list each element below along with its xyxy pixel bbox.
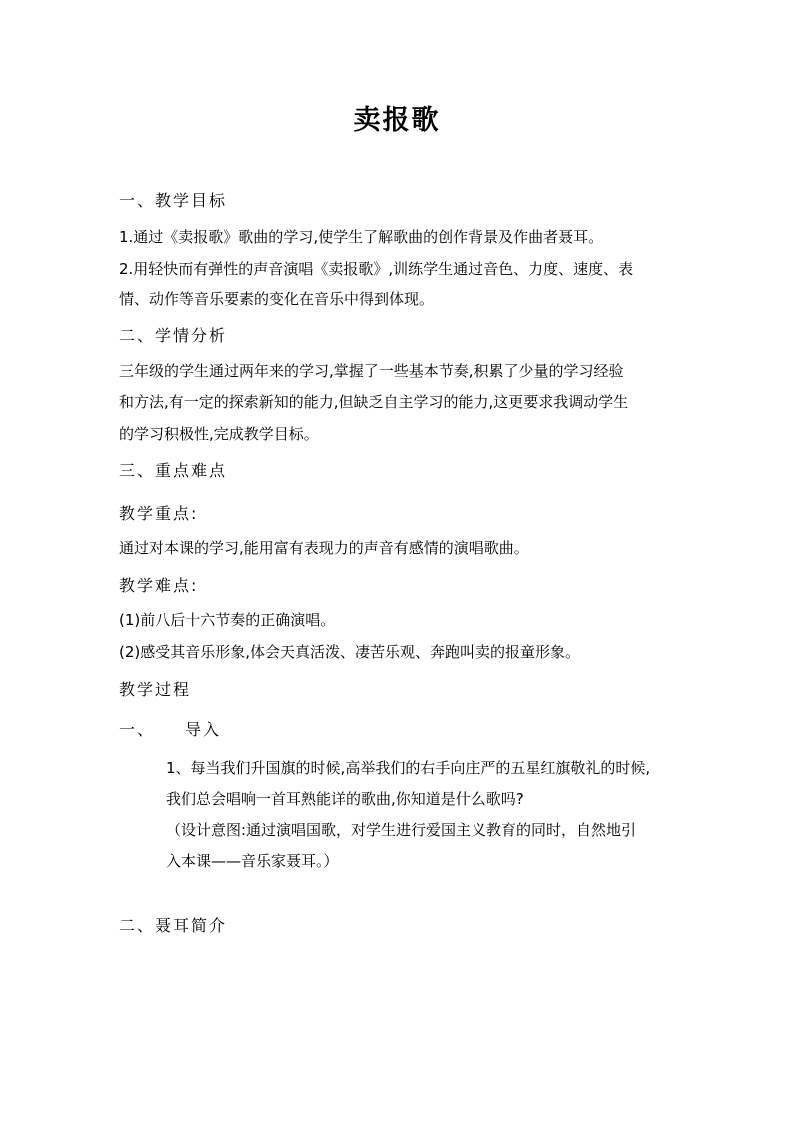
section-heading-key-points: 三、重点难点: [119, 461, 228, 480]
intro-question-line-1: 1、每当我们升国旗的时候,高举我们的右手向庄严的五星红旗敬礼的时候,: [166, 759, 651, 777]
section-heading-analysis: 二、学情分析: [119, 326, 228, 345]
analysis-paragraph-line-3: 的学习积极性,完成教学目标。: [119, 425, 319, 443]
difficulty-item-1: (1)前八后十六节奏的正确演唱。: [119, 611, 336, 629]
key-point-text: 通过对本课的学习,能用富有表现力的声音有感情的演唱歌曲。: [119, 539, 529, 557]
intro-question-line-2: 我们总会唱响一首耳熟能详的歌曲,你知道是什么歌吗?: [166, 790, 524, 808]
objective-item-2-line-2: 情、动作等音乐要素的变化在音乐中得到体现。: [119, 290, 435, 308]
process-heading: 教学过程: [119, 680, 192, 699]
difficulty-label: 教学难点:: [119, 576, 199, 595]
difficulty-item-2: (2)感受其音乐形象,体会天真活泼、凄苦乐观、奔跑叫卖的报童形象。: [119, 643, 581, 661]
section-heading-nie-er: 二、聂耳简介: [119, 916, 228, 935]
design-intent-line-1: （设计意图:通过演唱国歌，对学生进行爱国主义教育的同时，自然地引: [166, 821, 637, 839]
process-step-1-title: 导入: [185, 720, 222, 739]
objective-item-2-line-1: 2.用轻快而有弹性的声音演唱《卖报歌》,训练学生通过音色、力度、速度、表: [119, 260, 634, 278]
analysis-paragraph-line-2: 和方法,有一定的探索新知的能力,但缺乏自主学习的能力,这更要求我调动学生: [119, 393, 629, 411]
section-heading-objectives: 一、教学目标: [119, 191, 228, 210]
objective-item-1: 1.通过《卖报歌》歌曲的学习,使学生了解歌曲的创作背景及作曲者聂耳。: [119, 228, 604, 246]
key-point-label: 教学重点:: [119, 504, 199, 523]
process-step-1-number: 一、: [119, 720, 156, 739]
analysis-paragraph-line-1: 三年级的学生通过两年来的学习,掌握了一些基本节奏,积累了少量的学习经验: [119, 362, 624, 380]
design-intent-line-2: 入本课——音乐家聂耳。）: [166, 852, 339, 870]
document-title: 卖报歌: [353, 105, 441, 136]
process-step-1-heading: [119, 720, 221, 740]
